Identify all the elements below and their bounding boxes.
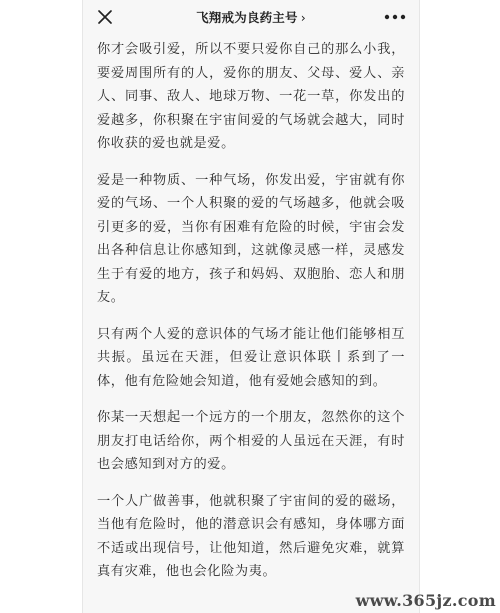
account-title[interactable] <box>196 8 306 26</box>
site-watermark: www.365jz.com <box>355 591 496 610</box>
article-body <box>83 34 419 584</box>
close-button[interactable] <box>95 7 115 27</box>
close-icon <box>95 7 115 27</box>
top-bar <box>83 0 419 34</box>
article-paragraph: 你才会吸引爱，所以不要只爱你自己的那么小我，要爱周围所有的人，爱你的朋友、父母、爱人、亲人、同事、敌人、地球万物、一花一草，你发出的爱越多，你积聚在宇宙间爱的气场就会越大，同时你收获的爱也就是爱。 <box>97 42 405 151</box>
chevron-right-icon: › <box>300 10 306 25</box>
more-icon <box>384 14 406 20</box>
more-button[interactable] <box>383 7 407 27</box>
article-frame <box>82 0 420 613</box>
account-name: 飞翔戒为良药主号 <box>196 10 298 25</box>
article-paragraph: 一个人广做善事，他就积聚了宇宙间的爱的磁场，当他有危险时，他的潜意识会有感知，身体哪方面不适或出现信号，让他知道，然后避免灾难，就算真有灾难，他也会化险为夷。 <box>97 493 405 579</box>
article-paragraph: 只有两个人爱的意识体的气场才能让他们能够相互共振。虽远在天涯，但爱让意识体联丨系到了一体，他有危险她会知道，他有爱她会感知的到。 <box>97 326 405 389</box>
article-paragraph: 你某一天想起一个远方的一个朋友，忽然你的这个朋友打电话给你，两个相爱的人虽远在天涯，有时也会感知到对方的爱。 <box>97 410 405 472</box>
article-paragraph: 爱是一种物质、一种气场，你发出爱，宇宙就有你爱的气场、一个人积聚的爱的气场越多，他就会吸引更多的爱，当你有困难有危险的时候，宇宙会发出各种信息让你感知到，这就像灵感一样，灵感发生于有爱的地方，孩子和妈妈、双胞胎、恋人和朋友。 <box>97 172 405 305</box>
